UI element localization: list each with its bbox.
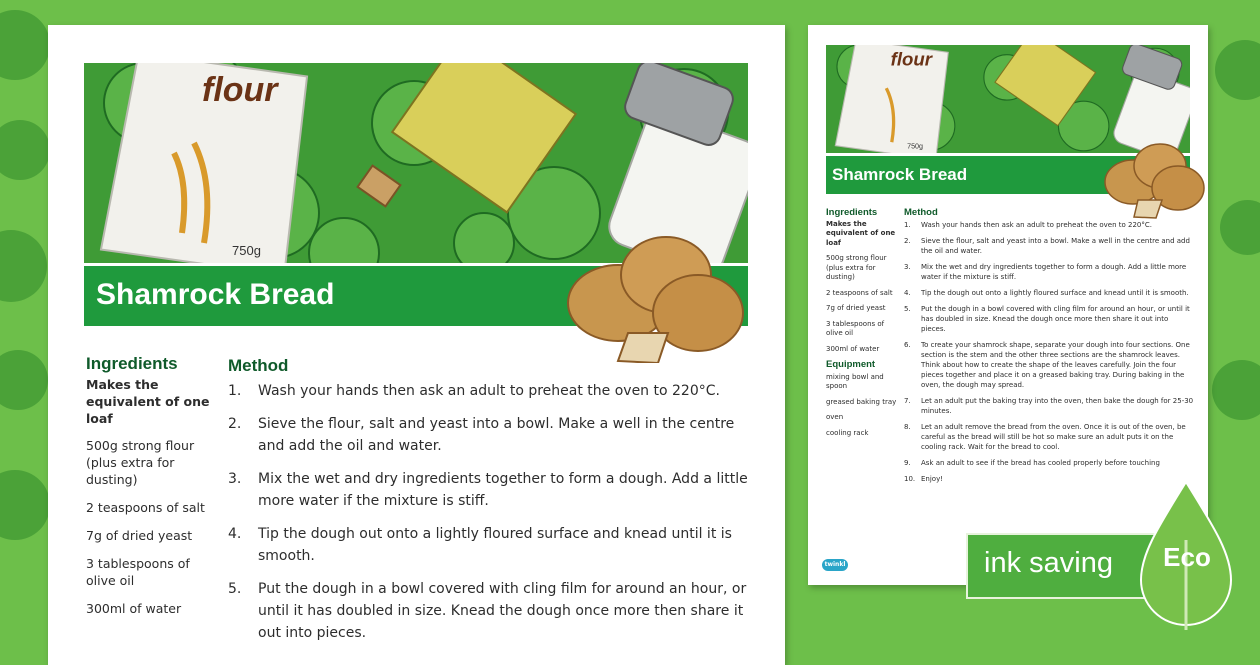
step-text: Tip the dough out onto a lightly floured surface and knead until it is smooth. bbox=[258, 526, 732, 564]
preview-ingredient-item: 500g strong flour (plus extra for dusting) bbox=[826, 254, 887, 281]
preview-makes-text: Makes the equivalent of one loaf bbox=[826, 219, 896, 247]
step-text: Ask an adult to see if the bread has cooled properly before touching bbox=[921, 459, 1160, 467]
step-text: Put the dough in a bowl covered with cling film for around an hour, or until it has doubled in size. Knead the dough once more then share it out into pieces. bbox=[921, 305, 1190, 333]
preview-flour-weight: 750g bbox=[907, 143, 923, 151]
preview-ingredient-item: 3 tablespoons of olive oil bbox=[826, 319, 885, 337]
preview-method-list bbox=[904, 220, 1194, 484]
preview-method-step bbox=[904, 458, 1194, 468]
flour-weight: 750g bbox=[232, 243, 261, 258]
eco-label: Eco bbox=[1163, 542, 1211, 572]
recipe-sheet-main bbox=[48, 25, 785, 665]
method-step bbox=[228, 523, 758, 567]
equipment-item: oven bbox=[826, 413, 844, 421]
shamrock-bread-image bbox=[558, 233, 748, 363]
step-text: Enjoy! bbox=[921, 475, 944, 483]
step-text: Mix the wet and dry ingredients together to form a dough. Add a little more water if the mixture is stiff. bbox=[921, 263, 1187, 281]
preview-ingredient-item: 2 teaspoons of salt bbox=[826, 288, 893, 297]
ingredient-item: 2 teaspoons of salt bbox=[86, 500, 205, 515]
method-step bbox=[228, 380, 758, 402]
preview-ingredients-column bbox=[826, 208, 898, 444]
ink-saving-label: ink saving bbox=[984, 547, 1113, 579]
step-number: 7. bbox=[904, 397, 911, 405]
step-text: Let an adult remove the bread from the oven. Once it is out of the oven, be careful as the bread will still be hot so make sure an adult puts it on the cooling rack. Wait for the bread to cool. bbox=[921, 423, 1186, 451]
step-text: Sieve the flour, salt and yeast into a bowl. Make a well in the centre and add the oil and water. bbox=[258, 416, 735, 454]
preview-method-step bbox=[904, 422, 1194, 452]
preview-method-step bbox=[904, 396, 1194, 416]
step-number: 10. bbox=[904, 475, 916, 483]
step-text: Wash your hands then ask an adult to preheat the oven to 220°C. bbox=[921, 221, 1152, 229]
step-number: 8. bbox=[904, 423, 911, 431]
step-number: 5. bbox=[228, 581, 242, 597]
step-text: Tip the dough out onto a lightly floured surface and knead until it is smooth. bbox=[921, 289, 1189, 297]
preview-flour-label: flour bbox=[890, 48, 933, 70]
preview-method-heading: Method bbox=[904, 207, 938, 218]
equipment-item: mixing bowl and spoon bbox=[826, 372, 884, 390]
method-step bbox=[228, 413, 758, 457]
preview-method-step bbox=[904, 304, 1194, 334]
method-step bbox=[228, 468, 758, 512]
method-list bbox=[228, 380, 758, 644]
preview-ingredient-item: 300ml of water bbox=[826, 344, 880, 353]
step-number: 6. bbox=[904, 341, 911, 349]
preview-method-column bbox=[904, 208, 1194, 490]
step-text: Put the dough in a bowl covered with cling film for around an hour, or until it has doubled in size. Knead the dough once more then share it out into pieces. bbox=[258, 581, 747, 641]
step-number: 4. bbox=[228, 526, 242, 542]
makes-text: Makes the equivalent of one loaf bbox=[86, 377, 210, 426]
preview-method-step bbox=[904, 262, 1194, 282]
ingredients-heading: Ingredients bbox=[86, 354, 178, 373]
recipe-title: Shamrock Bread bbox=[96, 278, 335, 311]
step-number: 4. bbox=[904, 289, 911, 297]
ingredients-column bbox=[86, 355, 211, 628]
ingredient-item: 3 tablespoons of olive oil bbox=[86, 556, 190, 588]
preview-method-step bbox=[904, 340, 1194, 390]
step-text: Wash your hands then ask an adult to preheat the oven to 220°C. bbox=[258, 383, 720, 399]
equipment-item: cooling rack bbox=[826, 428, 869, 437]
step-number: 9. bbox=[904, 459, 911, 467]
flour-label: flour bbox=[202, 71, 278, 109]
step-text: Sieve the flour, salt and yeast into a bowl. Make a well in the centre and add the oil and water. bbox=[921, 237, 1190, 255]
preview-method-step bbox=[904, 288, 1194, 298]
step-number: 2. bbox=[228, 416, 242, 432]
step-text: Mix the wet and dry ingredients together to form a dough. Add a little more water if the mixture is stiff. bbox=[258, 471, 748, 509]
method-heading: Method bbox=[228, 356, 289, 375]
preview-method-step bbox=[904, 220, 1194, 230]
ingredient-item: 300ml of water bbox=[86, 601, 182, 616]
step-text: To create your shamrock shape, separate your dough into four sections. One section is the stem and the other three sections are the shamrock leaves. Think about how to create the shape of the leaves carefully. Join the four pieces together and place it on a greased baking tray. During baking in the oven, the dough may spread. bbox=[921, 341, 1190, 389]
method-step bbox=[228, 578, 758, 644]
preview-method-step bbox=[904, 236, 1194, 256]
equipment-heading: Equipment bbox=[826, 359, 876, 370]
twinkl-logo: twinkl bbox=[822, 559, 848, 571]
step-number: 1. bbox=[228, 383, 242, 399]
preview-ingredient-item: 7g of dried yeast bbox=[826, 304, 886, 312]
step-number: 3. bbox=[228, 471, 242, 487]
ingredient-item: 500g strong flour (plus extra for dusting) bbox=[86, 438, 195, 487]
step-number: 2. bbox=[904, 237, 911, 245]
preview-banner-illustration bbox=[826, 45, 1190, 153]
preview-ingredients-heading: Ingredients bbox=[826, 207, 878, 218]
step-text: Let an adult put the baking tray into the oven, then bake the dough for 25-30 minutes. bbox=[921, 397, 1194, 415]
method-column bbox=[228, 355, 758, 655]
step-number: 3. bbox=[904, 263, 911, 271]
step-number: 1. bbox=[904, 221, 911, 229]
step-number: 5. bbox=[904, 305, 911, 313]
preview-banner-art bbox=[826, 45, 1190, 153]
equipment-item: greased baking tray bbox=[826, 397, 897, 406]
ingredient-item: 7g of dried yeast bbox=[86, 528, 193, 543]
preview-recipe-title: Shamrock Bread bbox=[832, 165, 968, 184]
